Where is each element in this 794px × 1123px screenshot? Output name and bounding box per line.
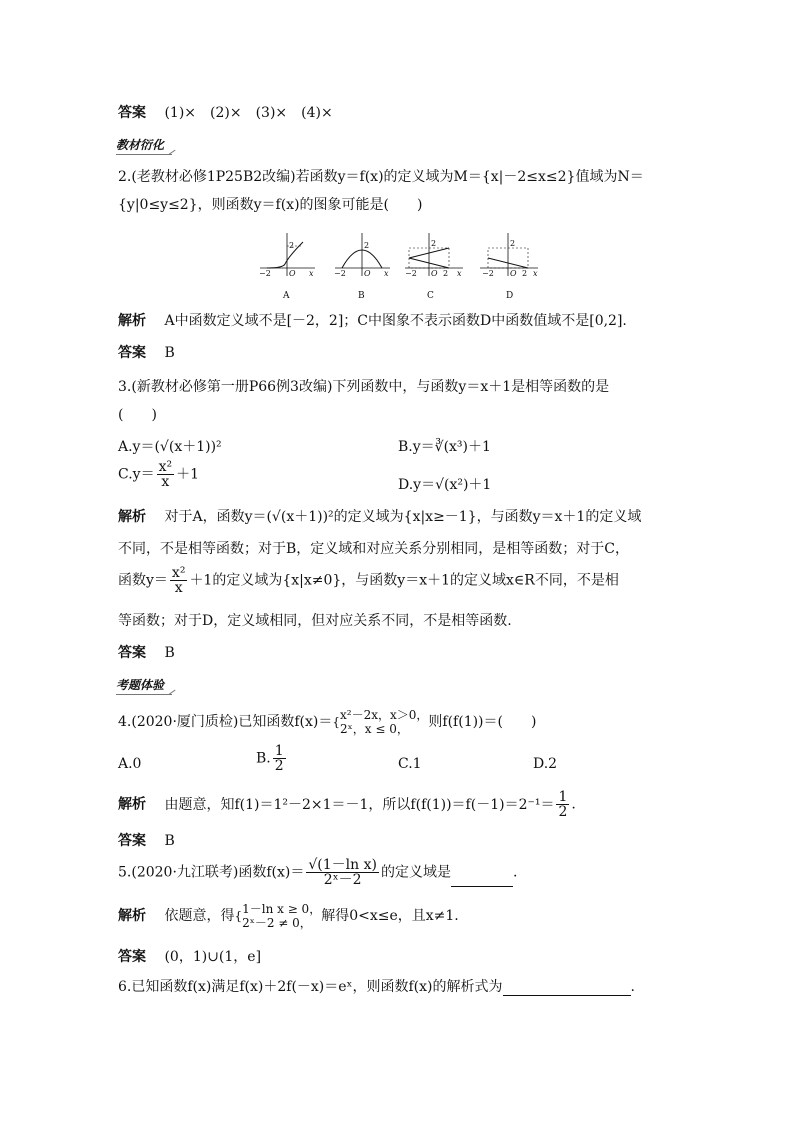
section-tag-exam: 考题体验: [116, 676, 172, 695]
q5-answer: [118, 948, 261, 966]
fraction-denominator: 2: [558, 804, 568, 820]
tick-neg2: −2: [482, 269, 494, 278]
graph-a: [259, 233, 315, 301]
graph-label-d: D: [506, 291, 514, 301]
tick-two-x: 2: [443, 269, 449, 278]
x-axis-label: x: [384, 269, 389, 278]
analysis-label: 解析: [118, 796, 146, 813]
tick-two: 2: [431, 239, 437, 248]
q3-option-a: A.y＝(√(x＋1))²: [118, 439, 222, 455]
q2-graph-options: [255, 228, 545, 302]
q4-option-c: C.1: [398, 756, 422, 772]
q3-line1: 3.(新教材必修第一册P66例3改编)下列函数中，与函数y＝x＋1是相等函数的是: [118, 379, 610, 395]
fraction-denominator: x: [174, 580, 183, 596]
q3-option-d: D.y＝√(x²)＋1: [398, 477, 492, 493]
q5-prefix: 5.(2020·九江联考)函数f(x)＝: [118, 864, 305, 881]
q3-analysis-line1: [118, 508, 641, 526]
q4-prefix: 4.(2020·厦门质检)已知函数f(x)＝: [118, 714, 333, 730]
graph-b: [334, 233, 390, 301]
piecewise-cases: [340, 708, 428, 736]
q4-option-a: A.0: [118, 756, 142, 772]
q2-line2: {y|0≤y≤2}，则函数y＝f(x)的图象可能是( ): [118, 197, 423, 213]
answer-label: 答案: [118, 949, 146, 965]
fraction-numerator: x²: [158, 459, 173, 475]
tick-neg2: −2: [334, 269, 346, 278]
fraction-numerator: 1: [274, 743, 284, 759]
answer-value: B: [164, 833, 175, 849]
q3-option-c: [118, 460, 199, 489]
q4-answer: [118, 832, 175, 850]
answer-label: 答案: [118, 645, 146, 661]
piecewise-brace: {: [234, 909, 243, 923]
q4-stem: [118, 708, 536, 736]
q3-analysis-line3: [118, 566, 619, 595]
q5-end: .: [512, 864, 518, 881]
analysis-label: 解析: [118, 313, 146, 329]
q5-stem: [118, 858, 517, 887]
graph-label-a: A: [283, 291, 290, 301]
answer-value: (0，1)∪(1，e]: [164, 949, 262, 965]
answer-blank: [451, 886, 513, 887]
q3-analysis-line2: 不同，不是相等函数；对于B，定义域和对应关系分别相同，是相等函数；对于C，: [118, 541, 629, 557]
answer-label: 答案: [118, 345, 146, 361]
q4-option-d: D.2: [533, 756, 558, 772]
graph-label-b: B: [358, 291, 365, 301]
origin: O: [431, 269, 438, 278]
q2-line1: 2.(老教材必修1P25B2改编)若函数y＝f(x)的定义域为M＝{x|－2≤x≤2}值域为N＝: [118, 169, 644, 185]
q4-suffix: 则f(f(1))＝( ): [428, 714, 537, 730]
analysis-end: .: [571, 796, 576, 813]
analysis-label: 解析: [118, 908, 146, 924]
fraction-denominator: x: [161, 474, 170, 490]
tick-two: 2: [289, 241, 295, 250]
piecewise-brace: {: [332, 715, 341, 729]
q5-suffix: 的定义域是: [380, 864, 451, 881]
origin: O: [510, 269, 517, 278]
q3-line2: ( ): [118, 407, 157, 423]
answer-label: 答案: [118, 833, 146, 849]
analysis-label: 解析: [118, 509, 146, 525]
fraction-numerator: x²: [171, 565, 186, 581]
q3-option-b: B.y＝∛(x³)＋1: [398, 439, 491, 455]
q5-analysis: [118, 902, 459, 930]
tick-two: 2: [364, 241, 370, 250]
q2-analysis: [118, 312, 627, 330]
tick-neg2: −2: [259, 269, 271, 278]
case-2: 2ˣ－2 ≠ 0，: [242, 916, 312, 930]
tick-neg2: −2: [405, 269, 417, 278]
origin: O: [289, 269, 296, 278]
section-tag-textbook: 教材衍化: [116, 136, 172, 155]
answer-blank: [503, 995, 631, 996]
analysis-prefix: 函数y＝: [118, 572, 168, 589]
origin: O: [364, 269, 371, 278]
fraction-denominator: 2ˣ－2: [323, 872, 362, 888]
answer-row-1: [118, 104, 333, 122]
analysis-text: 对于A，函数y＝(√(x＋1))²的定义域为{x|x≥－1}，与函数y＝x＋1的定义域: [164, 509, 642, 525]
x-axis-label: x: [533, 269, 538, 278]
tick-two: 2: [510, 239, 516, 248]
answer-value: B: [164, 645, 175, 661]
fraction-denominator: 2: [274, 758, 284, 774]
piecewise-cases: [242, 902, 321, 930]
option-b-prefix: B.: [256, 750, 271, 767]
option-c-prefix: C.y＝: [118, 466, 155, 483]
option-c-suffix: ＋1: [176, 466, 200, 483]
answer-label: 答案: [118, 105, 146, 121]
fraction-numerator: 1: [558, 789, 568, 805]
analysis-text: A中函数定义域不是[－2，2]；C中图象不表示函数D中函数值域不是[0,2].: [164, 313, 627, 329]
case-1: x²－2x，x＞0，: [340, 708, 429, 722]
q6-stem: [118, 978, 635, 996]
analysis-text: 由题意，知f(1)＝1²－2×1＝－1，所以f(f(1))＝f(－1)＝2⁻¹＝: [164, 796, 555, 813]
analysis-prefix: 依题意，得: [164, 908, 235, 924]
q6-text: 6.已知函数f(x)满足f(x)＋2f(－x)＝eˣ，则函数f(x)的解析式为: [118, 979, 503, 995]
q4-analysis: [118, 790, 576, 819]
graph-c: [405, 233, 463, 301]
option-c-fraction: [157, 460, 175, 489]
q3-answer: [118, 644, 175, 662]
answer-value: B: [164, 345, 175, 361]
x-axis-label: x: [457, 269, 462, 278]
answer-text: (1)× (2)× (3)× (4)×: [164, 105, 333, 121]
q2-answer: [118, 344, 175, 362]
case-2: 2ˣ，x ≤ 0，: [340, 722, 409, 736]
q3-analysis-line4: 等函数；对于D，定义域相同，但对应关系不同，不是相等函数.: [118, 613, 512, 629]
option-b-fraction: [273, 744, 286, 773]
analysis-suffix: 解得0<x≤e，且x≠1.: [321, 908, 459, 924]
x-axis-label: x: [309, 269, 314, 278]
case-1: 1－ln x ≥ 0，: [242, 902, 322, 916]
graph-d: [480, 233, 538, 301]
tick-two-x: 2: [522, 269, 528, 278]
graph-label-c: C: [427, 291, 434, 301]
analysis-fraction: [556, 790, 569, 819]
analysis-fraction: [170, 566, 188, 595]
fraction-numerator: √(1－ln x): [308, 857, 377, 873]
q6-end: .: [630, 979, 635, 995]
q4-option-b: [256, 744, 288, 773]
analysis-suffix: ＋1的定义域为{x|x≠0}，与函数y＝x＋1的定义域x∈R不同，不是相: [189, 572, 619, 589]
q5-fraction: [306, 858, 379, 887]
